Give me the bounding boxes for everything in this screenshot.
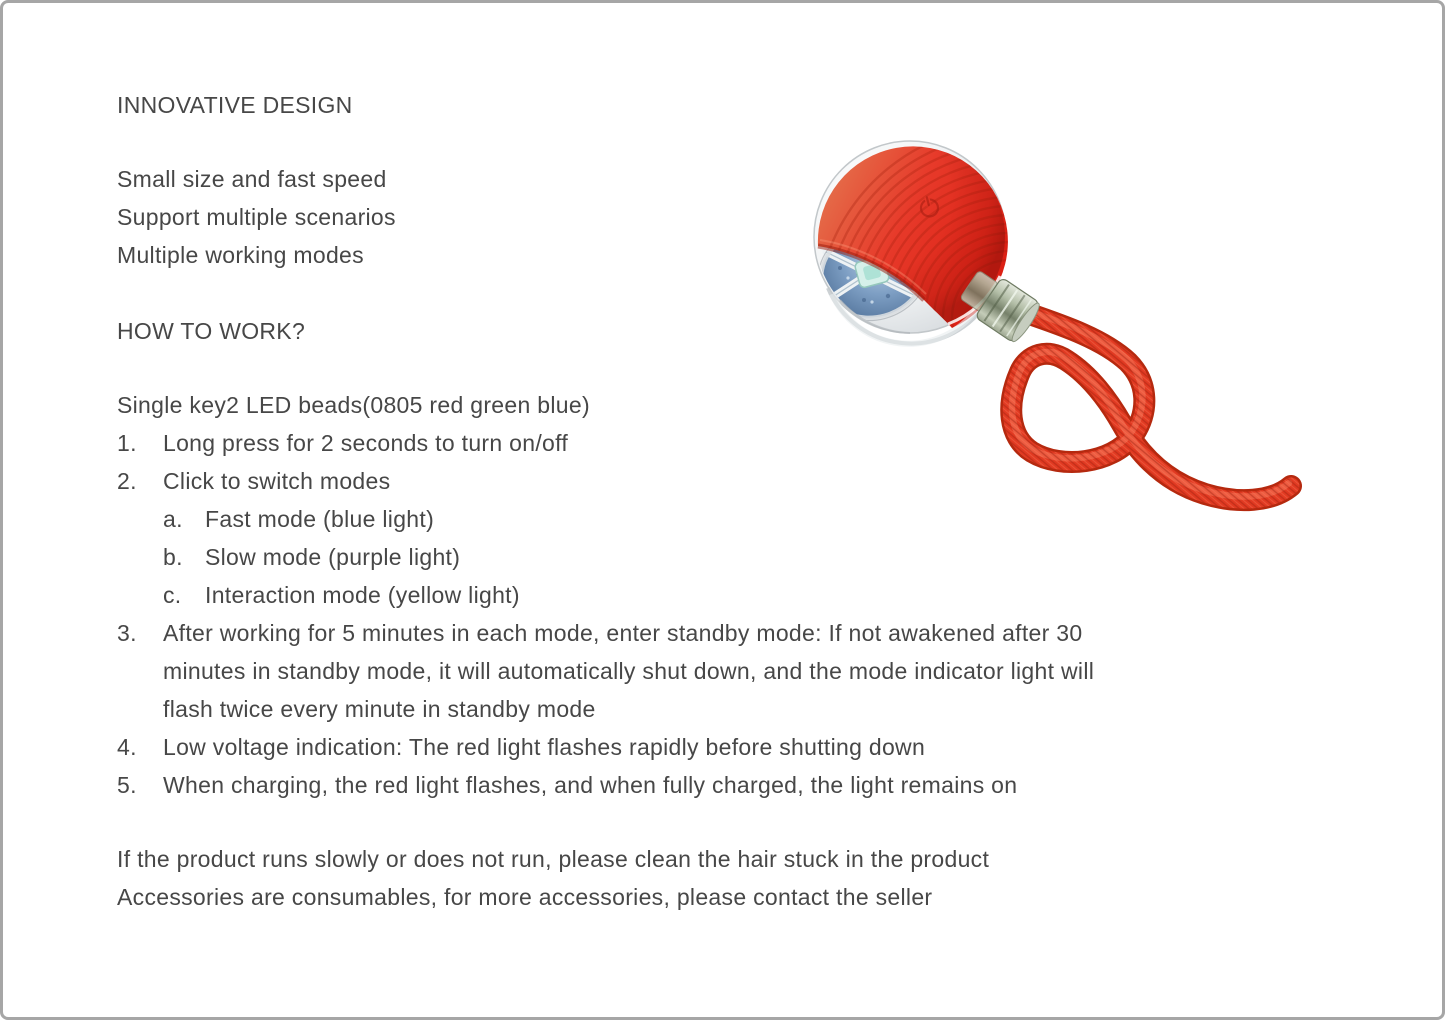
list-marker: 4. <box>117 734 137 760</box>
note-line: If the product runs slowly or does not run, please clean the hair stuck in the product <box>117 846 990 872</box>
product-photo <box>790 118 1330 562</box>
ball <box>808 125 1044 414</box>
list-marker: 5. <box>117 772 137 798</box>
list-text: Long press for 2 seconds to turn on/off <box>163 430 569 456</box>
list-text: Click to switch modes <box>163 468 391 494</box>
footer-notes <box>117 840 989 916</box>
feature-line: Multiple working modes <box>117 242 364 268</box>
list-marker: c. <box>163 582 182 608</box>
list-marker: 2. <box>117 468 137 494</box>
list-text: When charging, the red light flashes, and when fully charged, the light remains on <box>163 772 1018 798</box>
feature-line: Support multiple scenarios <box>117 204 396 230</box>
list-item <box>117 614 1129 728</box>
list-marker: a. <box>163 506 183 532</box>
sub-list-item <box>163 576 1129 614</box>
list-text: Low voltage indication: The red light flashes rapidly before shutting down <box>163 734 926 760</box>
list-marker: 1. <box>117 430 137 456</box>
list-text: Interaction mode (yellow light) <box>205 582 520 608</box>
list-marker: b. <box>163 544 183 570</box>
page-title: INNOVATIVE DESIGN <box>117 92 353 118</box>
list-text: After working for 5 minutes in each mode, enter standby mode: If not awakened after 30 minutes in standby mode, it will automatically shut down, and the mode indicator light will flash twice every minute in standby mode <box>163 620 1095 722</box>
list-item <box>117 766 1129 804</box>
how-to-work-heading: HOW TO WORK? <box>117 318 306 344</box>
instructions-intro: Single key2 LED beads(0805 red green blue) <box>117 392 590 418</box>
list-item <box>117 728 1129 766</box>
list-text: Slow mode (purple light) <box>205 544 461 570</box>
note-line: Accessories are consumables, for more accessories, please contact the seller <box>117 884 933 910</box>
feature-line: Small size and fast speed <box>117 166 387 192</box>
list-text: Fast mode (blue light) <box>205 506 435 532</box>
rope <box>1011 305 1291 500</box>
feature-list <box>117 160 396 274</box>
list-marker: 3. <box>117 620 137 646</box>
